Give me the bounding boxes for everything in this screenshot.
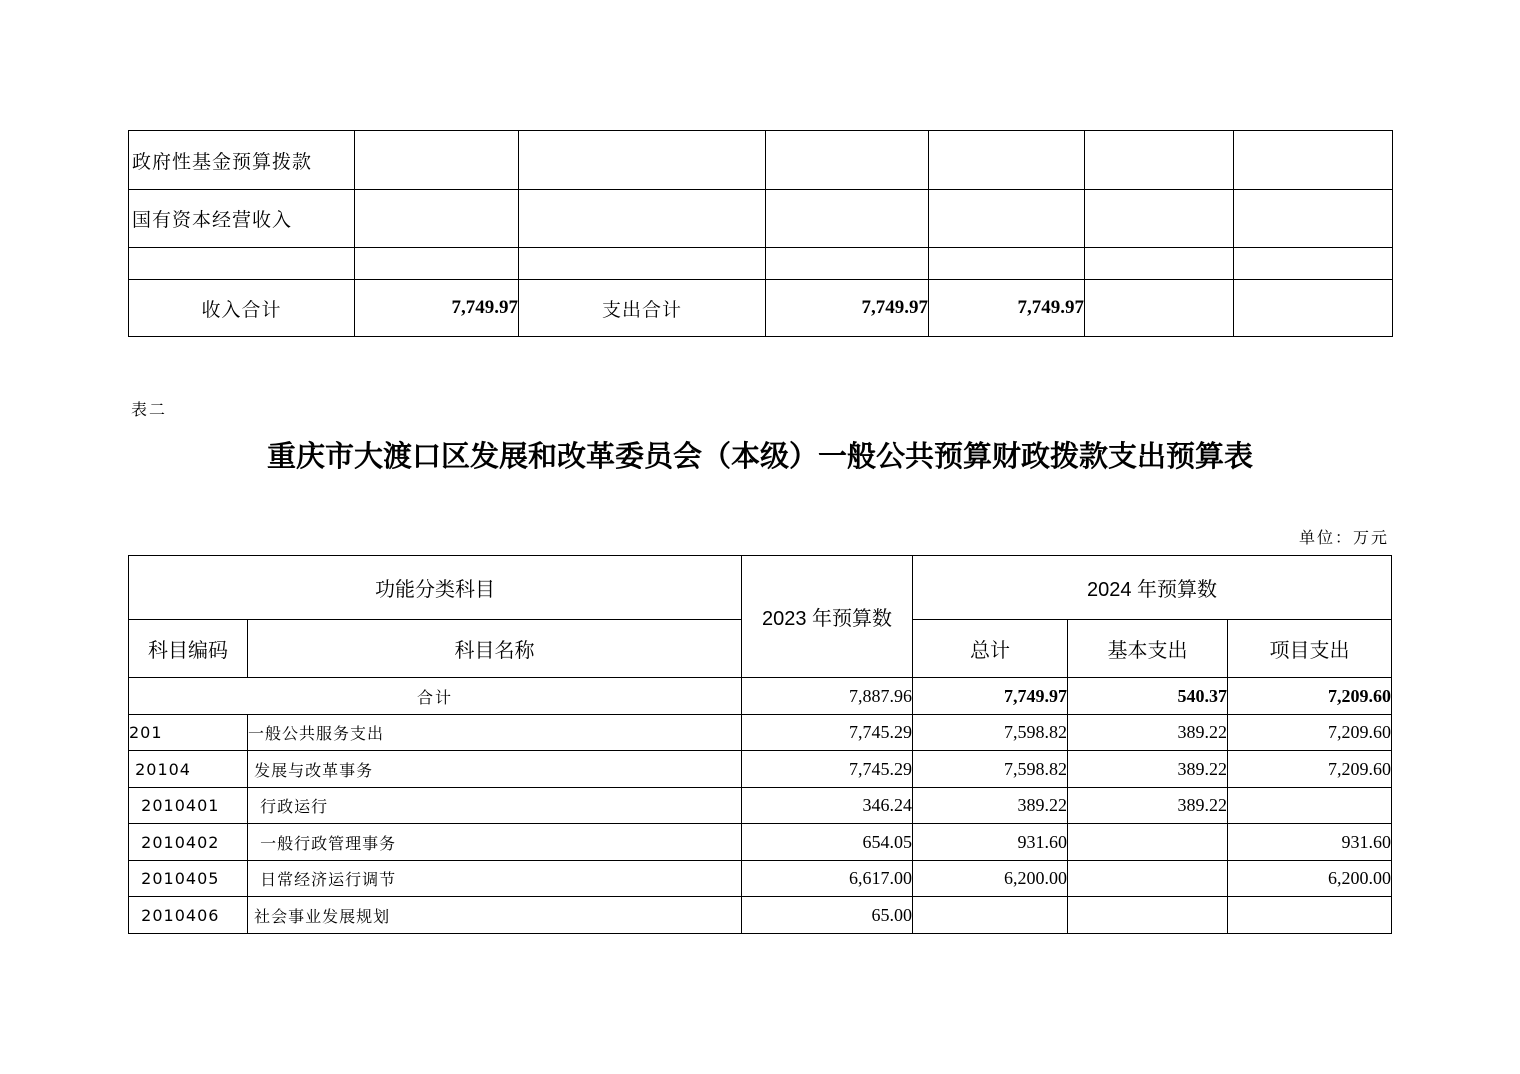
total-2023-value: 7,887.96 — [742, 678, 913, 715]
subject-name: 一般公共服务支出 — [248, 715, 742, 751]
subject-code: 20104 — [129, 751, 248, 788]
value-basic — [1068, 824, 1228, 861]
total-row-label: 合计 — [129, 678, 742, 715]
row-label: 政府性基金预算拨款 — [129, 131, 355, 190]
value-total: 7,598.82 — [913, 751, 1068, 788]
table1-row — [129, 131, 1393, 190]
table-row — [129, 897, 1392, 934]
budget-2023-header: 2023 年预算数 — [742, 556, 913, 678]
row-label: 国有资本经营收入 — [129, 190, 355, 248]
expense-total-value: 7,749.97 — [766, 280, 929, 337]
value-2023: 6,617.00 — [742, 861, 913, 897]
subject-name: 行政运行 — [248, 788, 742, 824]
value-basic — [1068, 897, 1228, 934]
subject-code: 2010406 — [129, 897, 248, 934]
value-project: 6,200.00 — [1228, 861, 1392, 897]
table-row — [129, 788, 1392, 824]
table2-total-row — [129, 678, 1392, 715]
expense-total-value-2: 7,749.97 — [929, 280, 1085, 337]
income-total-label: 收入合计 — [129, 280, 355, 337]
value-basic — [1068, 861, 1228, 897]
table1-row — [129, 190, 1393, 248]
table-label: 表二 — [131, 400, 168, 419]
value-2023: 7,745.29 — [742, 751, 913, 788]
income-total-value: 7,749.97 — [355, 280, 519, 337]
functional-category-header: 功能分类科目 — [129, 556, 742, 620]
subject-name: 日常经济运行调节 — [248, 861, 742, 897]
value-basic: 389.22 — [1068, 715, 1228, 751]
budget-2024-header: 2024 年预算数 — [913, 556, 1392, 620]
page-title: 重庆市大渡口区发展和改革委员会（本级）一般公共预算财政拨款支出预算表 — [266, 439, 1253, 473]
basic-header: 基本支出 — [1068, 620, 1228, 678]
unit-label: 单位：万元 — [1298, 528, 1389, 547]
expense-total-label: 支出合计 — [519, 280, 766, 337]
value-total: 6,200.00 — [913, 861, 1068, 897]
table-row — [129, 861, 1392, 897]
value-basic: 389.22 — [1068, 751, 1228, 788]
subject-name: 一般行政管理事务 — [248, 824, 742, 861]
value-total: 7,598.82 — [913, 715, 1068, 751]
value-basic: 389.22 — [1068, 788, 1228, 824]
value-2023: 65.00 — [742, 897, 913, 934]
subject-code: 2010402 — [129, 824, 248, 861]
value-project: 7,209.60 — [1228, 715, 1392, 751]
total-2024-value: 7,749.97 — [913, 678, 1068, 715]
table-row — [129, 715, 1392, 751]
subject-code: 201 — [129, 715, 248, 751]
subject-name: 发展与改革事务 — [248, 751, 742, 788]
value-project: 7,209.60 — [1228, 751, 1392, 788]
value-project — [1228, 897, 1392, 934]
income-expense-summary-table — [128, 130, 1393, 337]
budget-expenditure-table — [128, 555, 1392, 934]
name-header: 科目名称 — [248, 620, 742, 678]
table-row — [129, 824, 1392, 861]
code-header: 科目编码 — [129, 620, 248, 678]
project-header: 项目支出 — [1228, 620, 1392, 678]
value-project — [1228, 788, 1392, 824]
value-2023: 346.24 — [742, 788, 913, 824]
total-header: 总计 — [913, 620, 1068, 678]
subject-name: 社会事业发展规划 — [248, 897, 742, 934]
total-basic-value: 540.37 — [1068, 678, 1228, 715]
table-row — [129, 751, 1392, 788]
row-label — [129, 248, 355, 280]
value-total: 389.22 — [913, 788, 1068, 824]
table1-total-row — [129, 280, 1393, 337]
subject-code: 2010405 — [129, 861, 248, 897]
total-project-value: 7,209.60 — [1228, 678, 1392, 715]
value-total: 931.60 — [913, 824, 1068, 861]
value-total — [913, 897, 1068, 934]
subject-code: 2010401 — [129, 788, 248, 824]
table1-row — [129, 248, 1393, 280]
value-2023: 654.05 — [742, 824, 913, 861]
value-project: 931.60 — [1228, 824, 1392, 861]
table2-header-row — [129, 556, 1392, 620]
value-2023: 7,745.29 — [742, 715, 913, 751]
